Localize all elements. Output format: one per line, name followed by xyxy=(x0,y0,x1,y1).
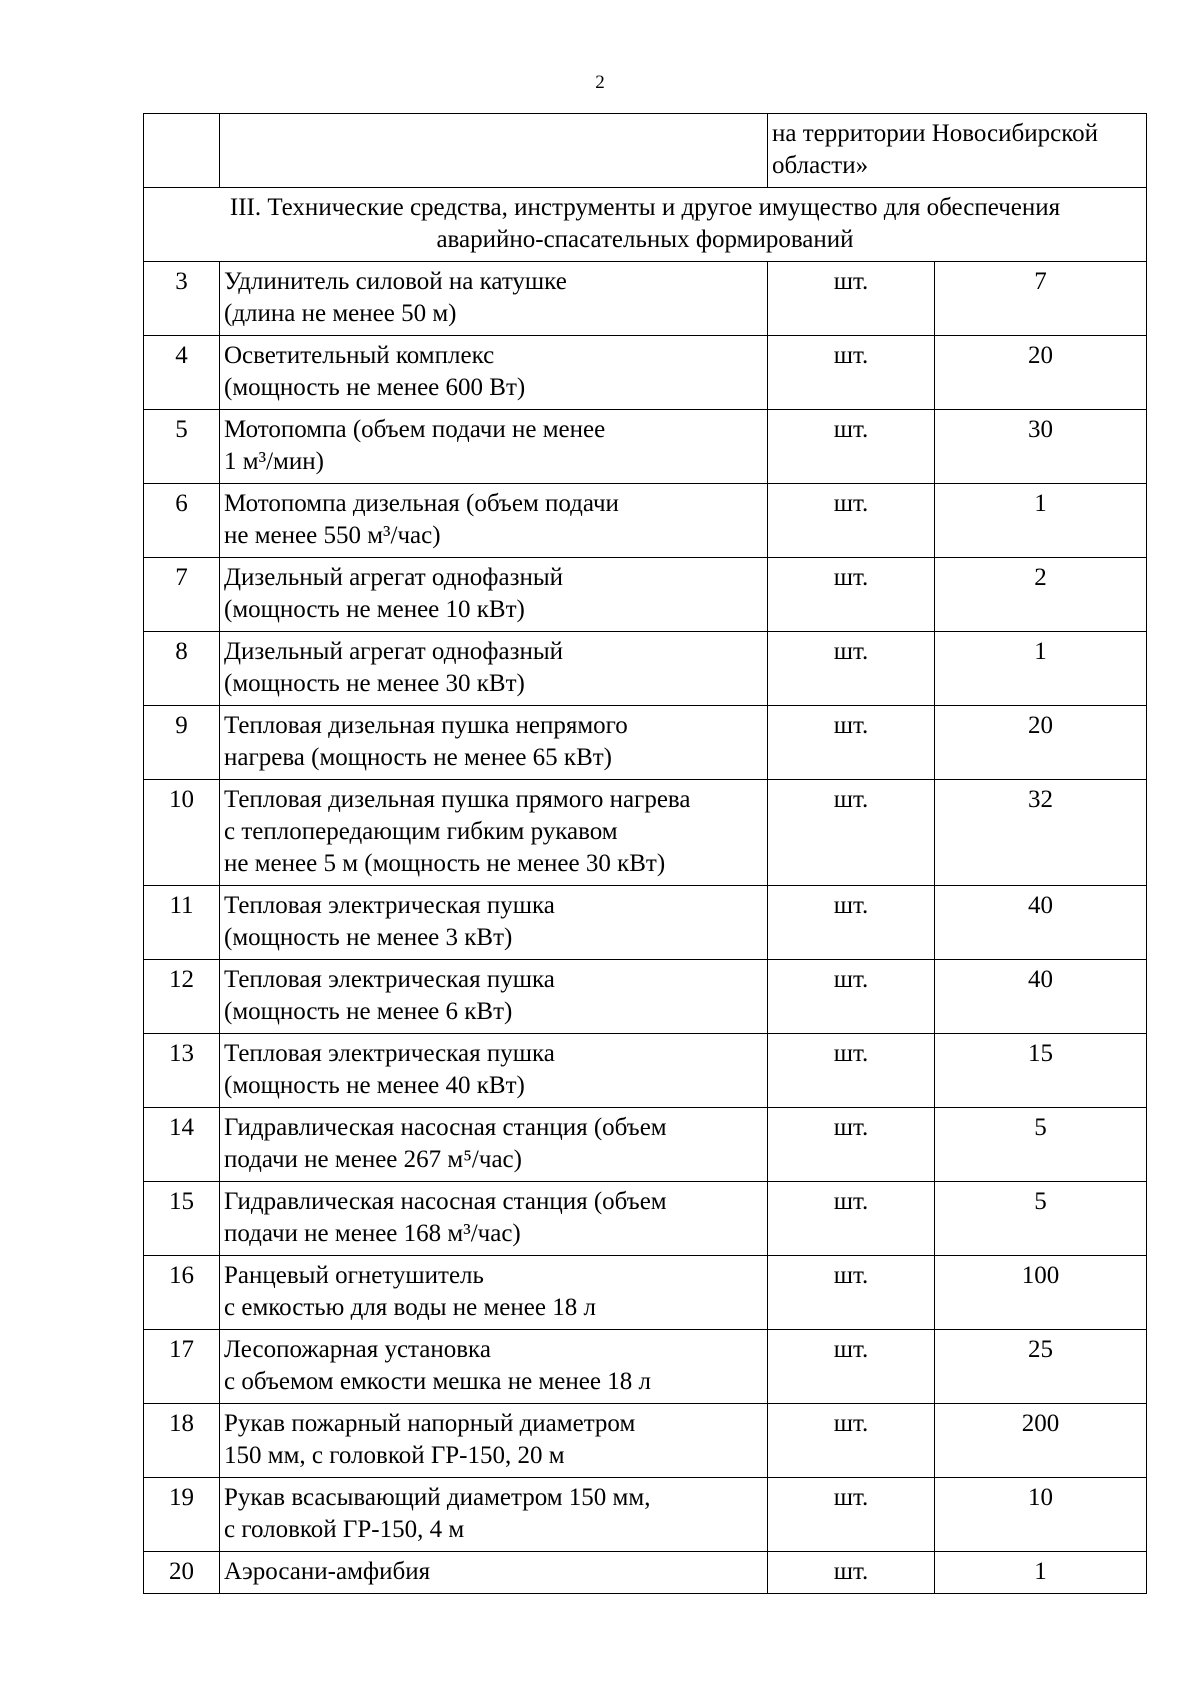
item-unit: шт. xyxy=(768,336,935,410)
item-quantity: 10 xyxy=(935,1478,1147,1552)
item-quantity: 1 xyxy=(935,484,1147,558)
row-number: 4 xyxy=(144,336,220,410)
table-row xyxy=(144,1256,1147,1330)
table-row xyxy=(144,1552,1147,1594)
item-name: Гидравлическая насосная станция (объем подачи не менее 168 м³/час) xyxy=(220,1182,768,1256)
item-name: Ранцевый огнетушитель с емкостью для воды не менее 18 л xyxy=(220,1256,768,1330)
item-quantity: 30 xyxy=(935,410,1147,484)
item-name: Тепловая электрическая пушка (мощность не менее 6 кВт) xyxy=(220,960,768,1034)
row-number: 15 xyxy=(144,1182,220,1256)
item-unit: шт. xyxy=(768,1330,935,1404)
empty-cell xyxy=(220,114,768,188)
item-unit: шт. xyxy=(768,706,935,780)
item-name: Тепловая электрическая пушка (мощность не менее 3 кВт) xyxy=(220,886,768,960)
table-row xyxy=(144,484,1147,558)
table-row xyxy=(144,558,1147,632)
item-unit: шт. xyxy=(768,1034,935,1108)
table-row xyxy=(144,1182,1147,1256)
section-title: III. Технические средства, инструменты и другое имущество для обеспечения аварийно-спасательных формирований xyxy=(144,188,1147,262)
table-row xyxy=(144,1330,1147,1404)
item-unit: шт. xyxy=(768,1478,935,1552)
item-name: Мотопомпа (объем подачи не менее 1 м³/мин) xyxy=(220,410,768,484)
row-number: 14 xyxy=(144,1108,220,1182)
row-number: 10 xyxy=(144,780,220,886)
item-name: Тепловая электрическая пушка (мощность не менее 40 кВт) xyxy=(220,1034,768,1108)
item-name: Рукав всасывающий диаметром 150 мм, с головкой ГР-150, 4 м xyxy=(220,1478,768,1552)
item-name: Дизельный агрегат однофазный (мощность не менее 10 кВт) xyxy=(220,558,768,632)
table-row xyxy=(144,1404,1147,1478)
empty-cell xyxy=(144,114,220,188)
item-name: Тепловая дизельная пушка непрямого нагрева (мощность не менее 65 кВт) xyxy=(220,706,768,780)
row-number: 13 xyxy=(144,1034,220,1108)
item-unit: шт. xyxy=(768,960,935,1034)
section-header-row xyxy=(144,188,1147,262)
item-unit: шт. xyxy=(768,484,935,558)
continuation-text: на территории Новосибирской области» xyxy=(768,114,1147,188)
table-row xyxy=(144,706,1147,780)
item-quantity: 7 xyxy=(935,262,1147,336)
item-unit: шт. xyxy=(768,1182,935,1256)
item-name: Осветительный комплекс (мощность не менее 600 Вт) xyxy=(220,336,768,410)
item-name: Лесопожарная установка с объемом емкости мешка не менее 18 л xyxy=(220,1330,768,1404)
row-number: 9 xyxy=(144,706,220,780)
item-quantity: 2 xyxy=(935,558,1147,632)
item-quantity: 40 xyxy=(935,960,1147,1034)
item-unit: шт. xyxy=(768,1256,935,1330)
table-row xyxy=(144,960,1147,1034)
table-row xyxy=(144,1478,1147,1552)
item-quantity: 32 xyxy=(935,780,1147,886)
item-name: Удлинитель силовой на катушке (длина не менее 50 м) xyxy=(220,262,768,336)
table-body xyxy=(144,114,1147,1594)
item-name: Гидравлическая насосная станция (объем подачи не менее 267 м⁵/час) xyxy=(220,1108,768,1182)
item-quantity: 20 xyxy=(935,336,1147,410)
row-number: 5 xyxy=(144,410,220,484)
row-number: 8 xyxy=(144,632,220,706)
row-number: 16 xyxy=(144,1256,220,1330)
table-row xyxy=(144,780,1147,886)
continuation-row xyxy=(144,114,1147,188)
item-name: Дизельный агрегат однофазный (мощность не менее 30 кВт) xyxy=(220,632,768,706)
item-unit: шт. xyxy=(768,262,935,336)
row-number: 17 xyxy=(144,1330,220,1404)
item-quantity: 200 xyxy=(935,1404,1147,1478)
table-row xyxy=(144,632,1147,706)
equipment-table xyxy=(143,113,1147,1594)
item-quantity: 100 xyxy=(935,1256,1147,1330)
row-number: 12 xyxy=(144,960,220,1034)
item-unit: шт. xyxy=(768,780,935,886)
table-row xyxy=(144,1034,1147,1108)
item-name: Аэросани-амфибия xyxy=(220,1552,768,1594)
item-quantity: 40 xyxy=(935,886,1147,960)
row-number: 6 xyxy=(144,484,220,558)
item-unit: шт. xyxy=(768,1404,935,1478)
item-unit: шт. xyxy=(768,632,935,706)
row-number: 19 xyxy=(144,1478,220,1552)
item-quantity: 25 xyxy=(935,1330,1147,1404)
item-quantity: 5 xyxy=(935,1182,1147,1256)
table-row xyxy=(144,336,1147,410)
item-name: Тепловая дизельная пушка прямого нагрева с теплопередающим гибким рукавом не менее 5 м (мощность не менее 30 кВт) xyxy=(220,780,768,886)
item-name: Мотопомпа дизельная (объем подачи не менее 550 м³/час) xyxy=(220,484,768,558)
item-unit: шт. xyxy=(768,410,935,484)
row-number: 18 xyxy=(144,1404,220,1478)
item-unit: шт. xyxy=(768,1108,935,1182)
table-row xyxy=(144,886,1147,960)
item-name: Рукав пожарный напорный диаметром 150 мм, с головкой ГР-150, 20 м xyxy=(220,1404,768,1478)
item-quantity: 1 xyxy=(935,632,1147,706)
item-unit: шт. xyxy=(768,1552,935,1594)
item-quantity: 5 xyxy=(935,1108,1147,1182)
table-row xyxy=(144,1108,1147,1182)
item-quantity: 15 xyxy=(935,1034,1147,1108)
item-quantity: 20 xyxy=(935,706,1147,780)
row-number: 20 xyxy=(144,1552,220,1594)
table-row xyxy=(144,262,1147,336)
item-quantity: 1 xyxy=(935,1552,1147,1594)
row-number: 11 xyxy=(144,886,220,960)
row-number: 3 xyxy=(144,262,220,336)
row-number: 7 xyxy=(144,558,220,632)
page-number: 2 xyxy=(595,72,605,93)
item-unit: шт. xyxy=(768,558,935,632)
table-row xyxy=(144,410,1147,484)
item-unit: шт. xyxy=(768,886,935,960)
